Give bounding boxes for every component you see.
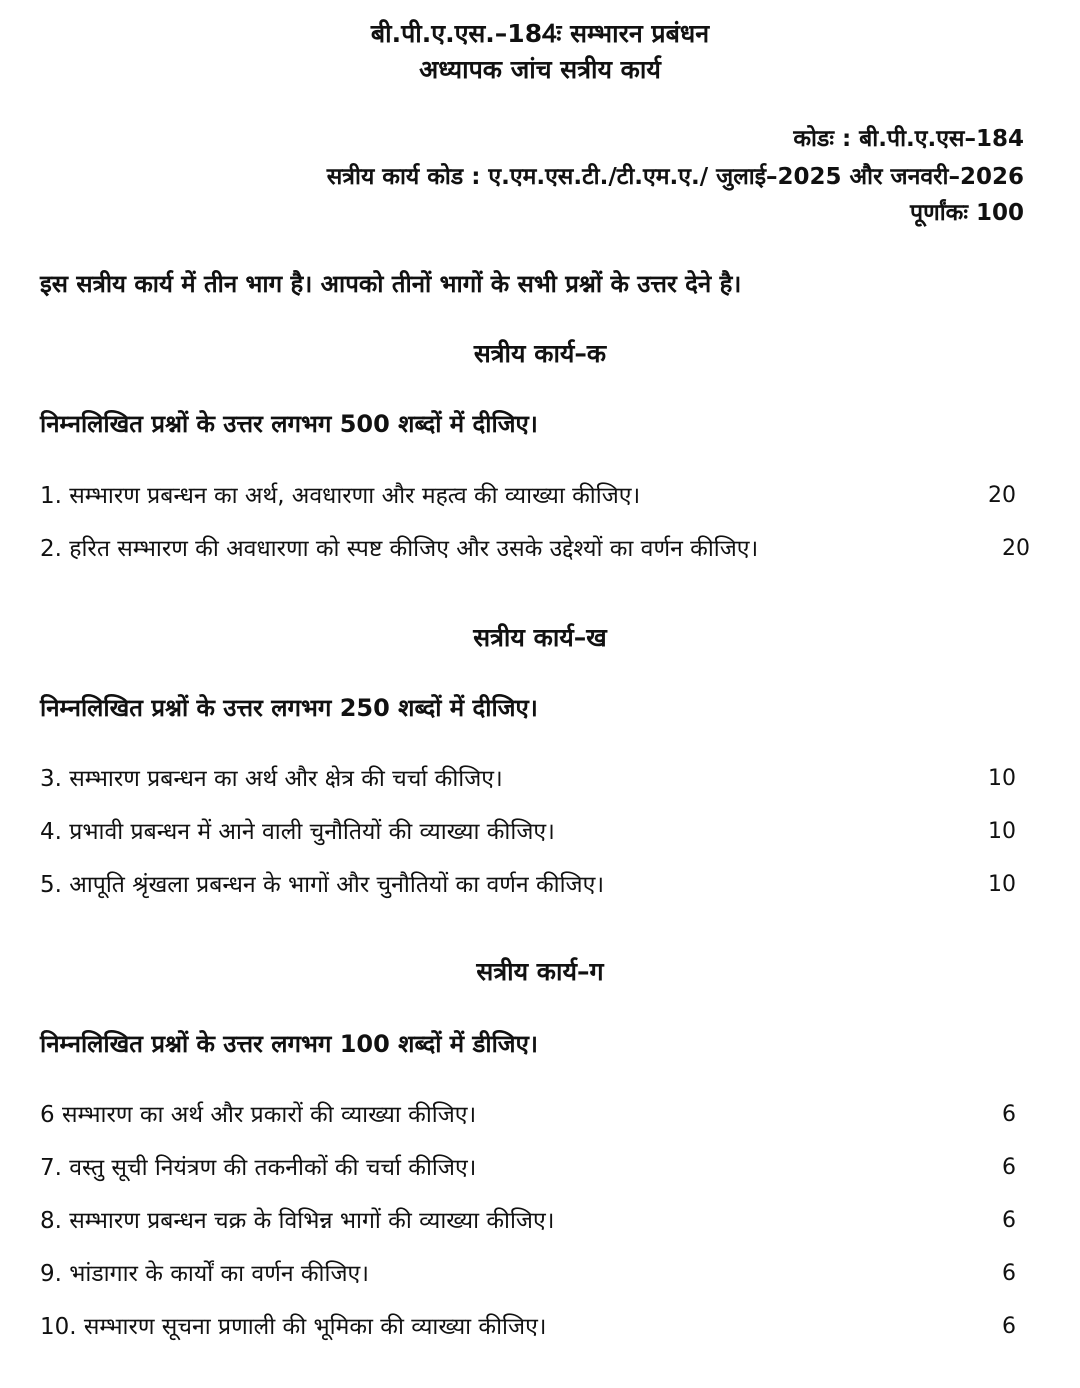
question-row — [40, 1151, 1030, 1185]
question-row — [40, 1310, 1030, 1344]
question-text: 3. सम्भारण प्रबन्धन का अर्थ और क्षेत्र की चर्चा कीजिए। — [40, 766, 503, 792]
question-row — [40, 762, 1030, 796]
question-row — [40, 815, 1030, 849]
question-marks: 20 — [988, 483, 1016, 508]
question-marks: 6 — [1002, 1208, 1016, 1233]
course-title: बी.पी.ए.एस.–184ः सम्भारन प्रबंधन — [370, 19, 710, 48]
question-marks: 10 — [988, 872, 1016, 897]
intro-text: इस सत्रीय कार्य में तीन भाग है। आपको तीनों भागों के सभी प्रश्नों के उत्तर देने है। — [40, 270, 742, 298]
question-row — [40, 1257, 1030, 1291]
question-marks: 6 — [1002, 1314, 1016, 1339]
question-text: 10. सम्भारण सूचना प्रणाली की भूमिका की व्याख्या कीजिए। — [40, 1314, 547, 1340]
question-text: 9. भांडागार के कार्यों का वर्णन कीजिए। — [40, 1261, 369, 1287]
section-title-c: सत्रीय कार्य–ग — [476, 957, 604, 986]
question-text: 6 सम्भारण का अर्थ और प्रकारों की व्याख्या कीजिए। — [40, 1102, 477, 1128]
question-text: 4. प्रभावी प्रबन्धन में आने वाली चुनौतियों की व्याख्या कीजिए। — [40, 819, 555, 845]
question-marks: 10 — [988, 766, 1016, 791]
question-marks: 6 — [1002, 1155, 1016, 1180]
question-row — [40, 479, 1030, 513]
question-marks: 20 — [1002, 536, 1030, 561]
section-instruction-a: निम्नलिखित प्रश्नों के उत्तर लगभग 500 शब्दों में दीजिए। — [40, 410, 538, 438]
question-text: 2. हरित सम्भारण की अवधारणा को स्पष्ट कीजिए और उसके उद्देश्यों का वर्णन कीजिए। — [40, 536, 759, 562]
question-text: 7. वस्तु सूची नियंत्रण की तकनीकों की चर्चा कीजिए। — [40, 1155, 477, 1181]
section-instruction-b: निम्नलिखित प्रश्नों के उत्तर लगभग 250 शब्दों में दीजिए। — [40, 694, 538, 722]
course-code: कोडः : बी.पी.ए.एस–184 — [793, 126, 1024, 152]
assignment-subtitle: अध्यापक जांच सत्रीय कार्य — [419, 55, 661, 84]
question-marks: 6 — [1002, 1102, 1016, 1127]
max-marks: पूर्णांकः 100 — [910, 200, 1024, 226]
assignment-code: सत्रीय कार्य कोड : ए.एम.एस.टी./टी.एम.ए./ जुलाई–2025 और जनवरी–2026 — [326, 164, 1024, 190]
question-text: 1. सम्भारण प्रबन्धन का अर्थ, अवधारणा और महत्व की व्याख्या कीजिए। — [40, 483, 641, 509]
section-title-b: सत्रीय कार्य–ख — [473, 623, 607, 652]
question-row — [40, 1204, 1030, 1238]
section-instruction-c: निम्नलिखित प्रश्नों के उत्तर लगभग 100 शब्दों में डीजिए। — [40, 1030, 538, 1058]
section-title-a: सत्रीय कार्य–क — [473, 339, 607, 368]
question-text: 5. आपूति श्रृंखला प्रबन्धन के भागों और चुनौतियों का वर्णन कीजिए। — [40, 872, 605, 898]
question-marks: 10 — [988, 819, 1016, 844]
question-row — [40, 1098, 1030, 1132]
question-text: 8. सम्भारण प्रबन्धन चक्र के विभिन्न भागों की व्याख्या कीजिए। — [40, 1208, 555, 1234]
question-row — [40, 532, 1030, 566]
question-row — [40, 868, 1030, 902]
question-marks: 6 — [1002, 1261, 1016, 1286]
